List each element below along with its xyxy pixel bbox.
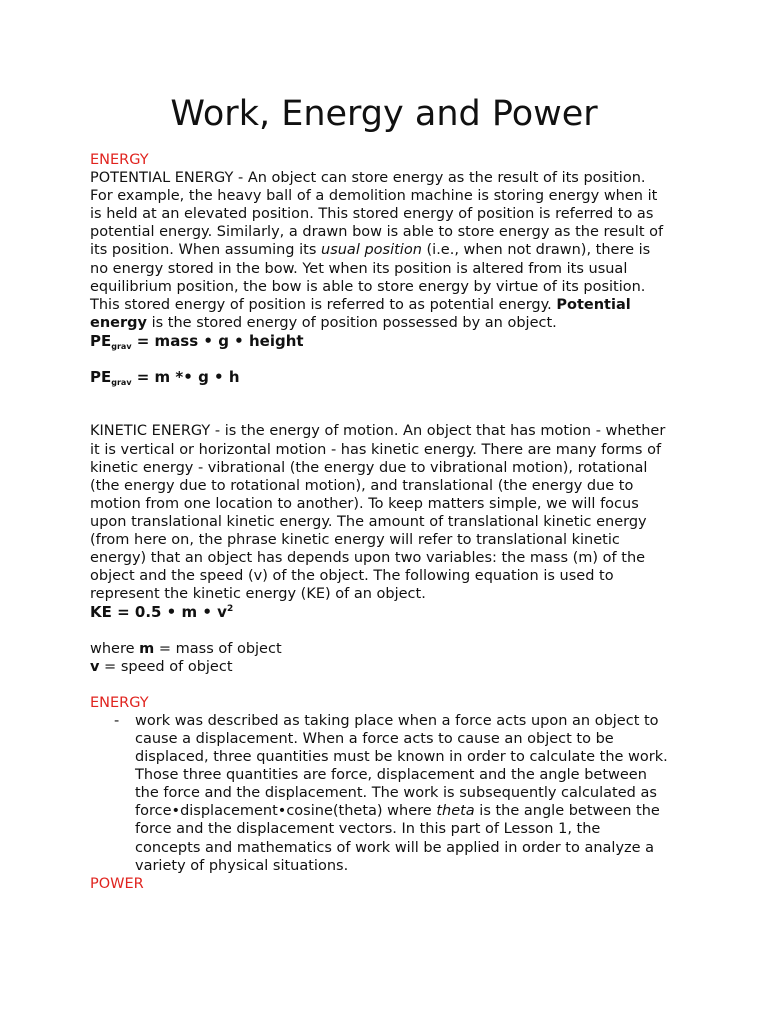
energy-heading: ENERGY [90,152,149,168]
ke-formula [90,603,670,621]
potential-text-2: (i.e., when not drawn), there is no energy stored in the bow. Yet when its position is altered from its usual equilibrium position, the bow is able to store energy by virtue of its position. This stored energy of position is referred to as potential energy. [90,242,651,313]
ke-formula-text: KE = 0.5 • m • v [90,603,227,622]
pe-formula-symbols [90,368,670,386]
pe-formula-rest: = mass • g • height [131,331,304,350]
kinetic-energy-paragraph: KINETIC ENERGY - is the energy of motion. An object that has motion - whether it is vertical or horizontal motion - has kinetic energy. There are many forms of kinetic energy - vibrational (the energy due to vibrational motion), rotational (the energy due to rotational motion), and translational (the energy due to motion from one location to another). To keep matters simple, we will focus upon translational kinetic energy. The amount of translational kinetic energy (from here on, the phrase kinetic energy will refer to translational kinetic energy) that an object has depends upon two variables: the mass (m) of the object and the speed (v) of the object. The following equation is used to represent the kinetic energy (KE) of an object. [90,423,666,603]
potential-text-1: POTENTIAL ENERGY - An object can store energy as the result of its position. For example, the heavy ball of a demolition machine is storing energy when it is held at an elevated position. This stored energy of position is referred to as potential energy. Similarly, a drawn bow is able to store energy as the result of its position. When assuming its [90,170,664,259]
document-title: Work, Energy and Power [170,94,598,134]
speed-description: = speed of object [99,658,233,675]
speed-symbol: v [90,658,100,675]
energy-heading-2: ENERGY [90,694,149,711]
usual-position-term: usual position [321,242,422,259]
pe-symbol: PE [90,368,112,387]
dash-bullet: - [114,712,120,729]
work-list [90,712,670,875]
power-heading: POWER [90,875,144,892]
potential-energy-paragraph [90,169,670,332]
where-prefix: where [90,640,140,657]
pe-subscript: grav [111,378,132,388]
spacer [90,350,670,368]
where-line-mass [90,640,670,658]
theta-term: theta [436,803,475,820]
spacer [90,621,670,639]
work-text-1: work was described as taking place when a force acts upon an object to cause a displacement. When a force acts to cause an object to be displaced, three quantities must be known in order to calculate the work. Those three quantities are force, displacement and the angle between the force and the displacement. The work is subsequently calculated as force•displacement•cosine(theta) where [135,712,668,820]
list-item [90,712,670,875]
ke-superscript: 2 [226,604,234,615]
mass-symbol: m [139,640,155,657]
spacer [90,386,670,404]
work-text-2: is the angle between the force and the displacement vectors. In this part of Lesson 1, the concepts and mathematics of work will be applied in order to analyze a variety of physical situations. [135,803,660,874]
potential-text-3: is the stored energy of position possessed by an object. [146,314,557,331]
spacer [90,676,670,694]
pe-subscript: grav [111,341,132,351]
mass-description: = mass of object [154,640,282,657]
spacer [90,404,670,422]
potential-energy-term: Potential energy [90,296,631,331]
where-line-speed [90,658,670,676]
pe-formula-words [90,332,670,350]
document-body [90,151,670,893]
pe-symbol: PE [90,331,112,350]
pe-formula-rest: = m *• g • h [131,368,240,387]
